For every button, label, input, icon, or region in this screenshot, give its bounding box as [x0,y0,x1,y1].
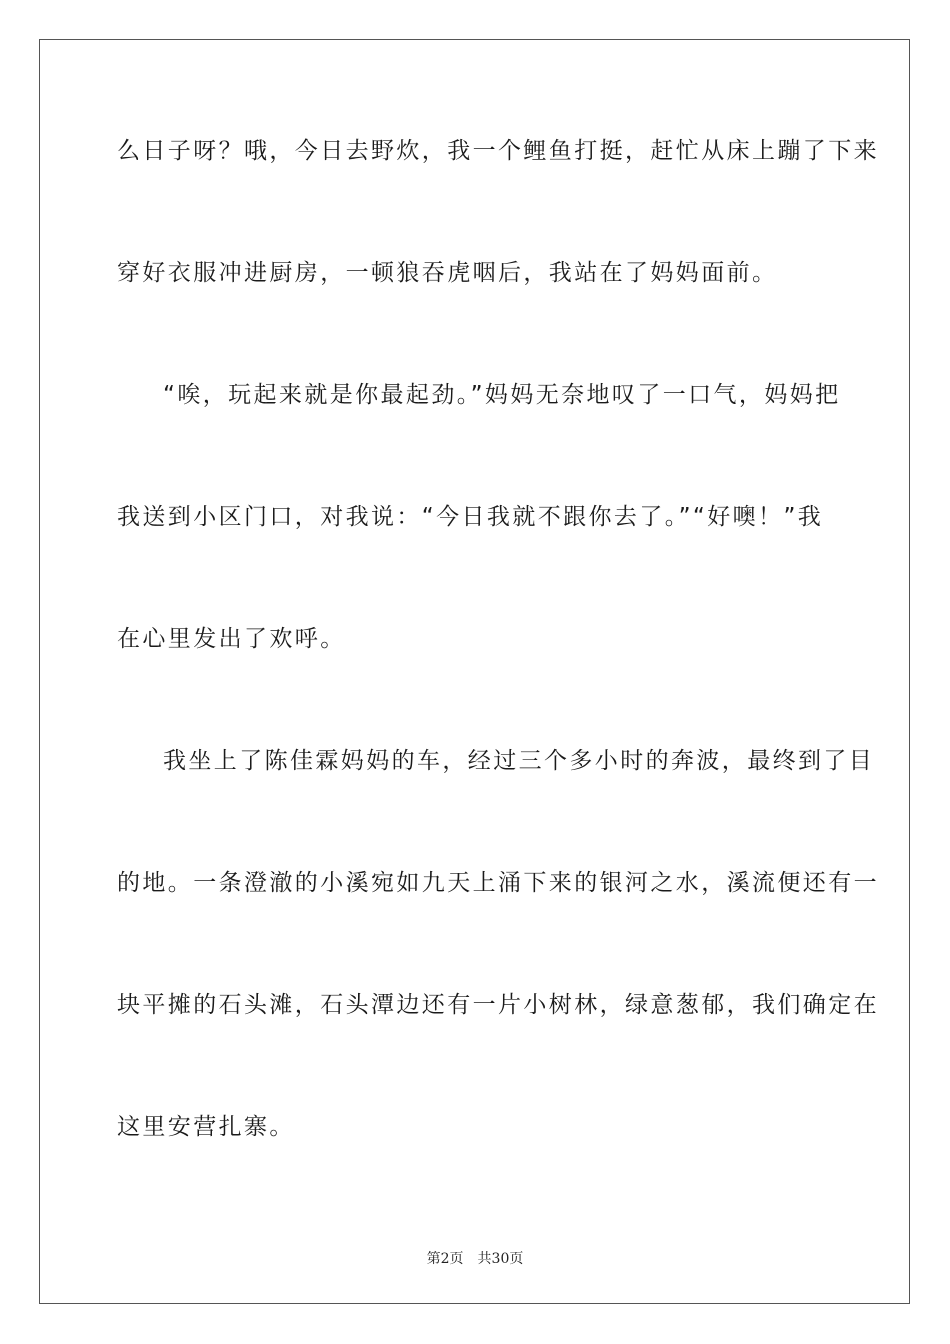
text-line-1: 么日子呀？哦，今日去野炊，我一个鲤鱼打挺，赶忙从床上蹦了下来 [117,138,879,164]
text-line-3: “唉，玩起来就是你最起劲。”妈妈无奈地叹了一口气，妈妈把 [163,382,841,408]
text-line-4: 我送到小区门口，对我说：“今日我就不跟你去了。”“好噢！”我 [117,504,824,530]
text-line-6: 我坐上了陈佳霖妈妈的车，经过三个多小时的奔波，最终到了目 [163,748,875,774]
text-line-7: 的地。一条澄澈的小溪宛如九天上涌下来的银河之水，溪流便还有一 [117,870,879,896]
text-line-9: 这里安营扎寨。 [117,1114,295,1140]
text-line-8: 块平摊的石头滩，石头潭边还有一片小树林，绿意葱郁，我们确定在 [117,992,879,1018]
page-total: 共30页 [477,1251,524,1267]
text-line-5: 在心里发出了欢呼。 [117,626,346,652]
document-body [117,128,879,1226]
page-footer [0,1248,950,1268]
page-number: 第2页 [426,1251,464,1267]
text-line-2: 穿好衣服冲进厨房，一顿狼吞虎咽后，我站在了妈妈面前。 [117,260,778,286]
